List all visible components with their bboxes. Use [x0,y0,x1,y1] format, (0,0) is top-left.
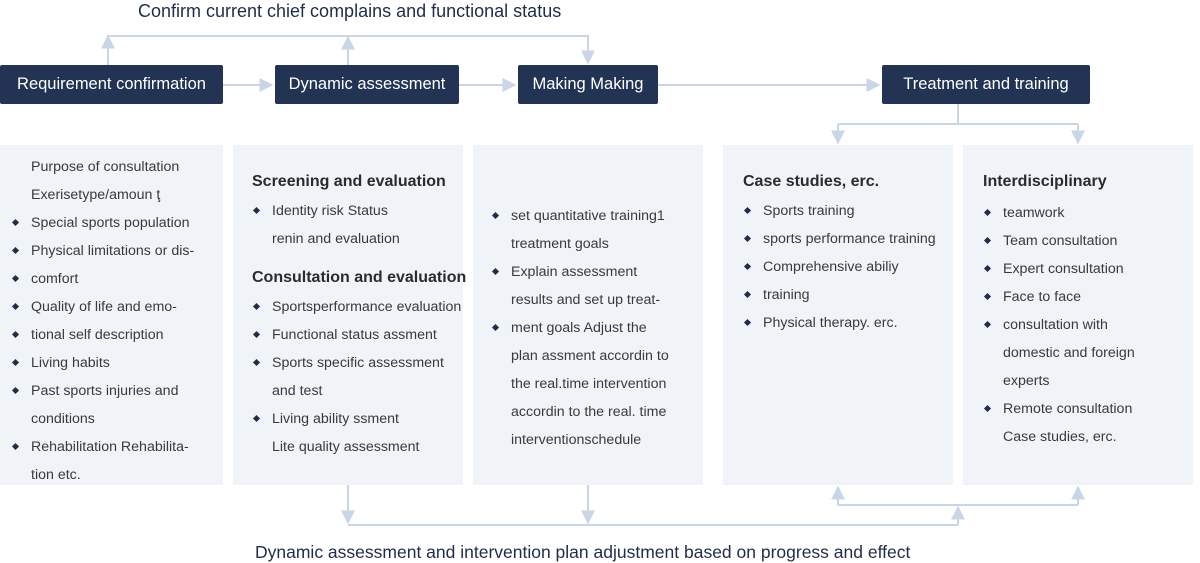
list-item: Team consultation [983,227,1148,255]
list-item: Expert consultation [983,255,1148,283]
interdisciplinary-list [983,199,1148,451]
list-item: renin and evaluation [272,231,400,247]
bullet-icon [253,359,260,366]
bullet-icon [984,265,991,272]
bullet-icon [12,443,19,450]
bullet-icon [12,331,19,338]
list-item: training [743,281,938,309]
bullet-icon [984,237,991,244]
section-title-screening: Screening and evaluation [252,173,446,190]
list-item: Identity risk Status [252,197,442,225]
bullet-icon [253,331,260,338]
list-item: Lite quality assessment [272,439,420,455]
bullet-icon [253,303,260,310]
consultation-list [252,293,462,461]
list-item: Living habits [11,349,196,377]
screening-list [252,197,442,253]
list-item: Explain assessment [491,258,671,286]
list-item: experts [1003,373,1050,389]
list-item: Functional status assment [252,321,462,349]
bullet-icon [492,324,499,331]
bullet-icon [12,219,19,226]
panel-interdisciplinary [963,145,1193,485]
case-studies-list [743,197,938,337]
list-item: treatment goals [511,236,609,252]
list-item: teamwork [983,199,1148,227]
list-item: Exerisetype/amoun ţ [31,187,161,203]
list-item: Past sports injuries and [11,377,196,405]
bullet-icon [984,405,991,412]
panel-case-studies [723,145,953,485]
list-item: domestic and foreign [1003,345,1135,361]
list-item: accordin to the real. time [511,404,667,420]
panel2-content [252,173,467,461]
stage-treatment-and-training: Treatment and training [882,65,1090,104]
top-loop-caption: Confirm current chief complains and functional status [138,1,562,21]
list-item: Purpose of consultation [31,159,180,175]
list-item: sports performance training [743,225,938,253]
bottom-loop-caption: Dynamic assessment and intervention plan adjustment based on progress and effect [255,542,911,562]
bullet-icon [12,303,19,310]
list-item: Rehabilitation Rehabilita- [11,433,196,461]
bullet-icon [12,275,19,282]
panel4-content [743,173,938,337]
list-item: Living ability ssment [252,405,462,433]
bullet-icon [984,321,991,328]
list-item: Comprehensive abiliy [743,253,938,281]
list-item: Sports training [743,197,938,225]
panel5-content [983,173,1148,451]
bullet-icon [744,291,751,298]
bullet-icon [12,247,19,254]
list-item: Physical limitations or dis- [11,237,196,265]
list-item: and test [272,383,323,399]
panel-making [473,145,703,485]
bullet-icon [253,207,260,214]
list-item: results and set up treat- [511,292,661,308]
list-item: Physical therapy. erc. [743,309,938,337]
panel-requirement [0,145,223,485]
bullet-icon [253,415,260,422]
bullet-icon [492,212,499,219]
list-item: Quality of life and emo- [11,293,196,321]
requirement-list [11,153,196,489]
bullet-icon [744,263,751,270]
list-item: Case studies, erc. [1003,429,1117,445]
list-item: Sports specific assessment [252,349,462,377]
bullet-icon [492,268,499,275]
stage-requirement-confirmation: Requirement confirmation [0,65,223,104]
section-title-interdisciplinary: Interdisciplinary [983,173,1107,190]
stage-dynamic-assessment: Dynamic assessment [275,65,459,104]
list-item: Remote consultation [983,395,1148,423]
list-item: Sportsperformance evaluation [252,293,462,321]
bullet-icon [12,387,19,394]
list-item: plan assment accordin to [511,348,669,364]
panel-dynamic-assessment [233,145,467,485]
list-item: tion etc. [31,467,81,483]
bullet-icon [984,293,991,300]
list-item: interventionschedule [511,432,642,448]
list-item: set quantitative training1 [491,202,671,230]
bullet-icon [744,207,751,214]
list-item: conditions [31,411,95,427]
bullet-icon [744,319,751,326]
bullet-icon [984,209,991,216]
list-item: ment goals Adjust the [491,314,671,342]
bullet-icon [12,359,19,366]
list-item: tional self description [11,321,196,349]
list-item: consultation with [983,311,1148,339]
bullet-icon [744,235,751,242]
section-title-consultation: Consultation and evaluation [252,269,467,286]
stage-making: Making Making [518,65,658,104]
list-item: the real.time intervention [511,376,667,392]
making-list [491,202,671,454]
list-item: Face to face [983,283,1148,311]
list-item: comfort [11,265,196,293]
list-item: Special sports population [11,209,196,237]
section-title-case-studies: Case studies, erc. [743,173,880,190]
